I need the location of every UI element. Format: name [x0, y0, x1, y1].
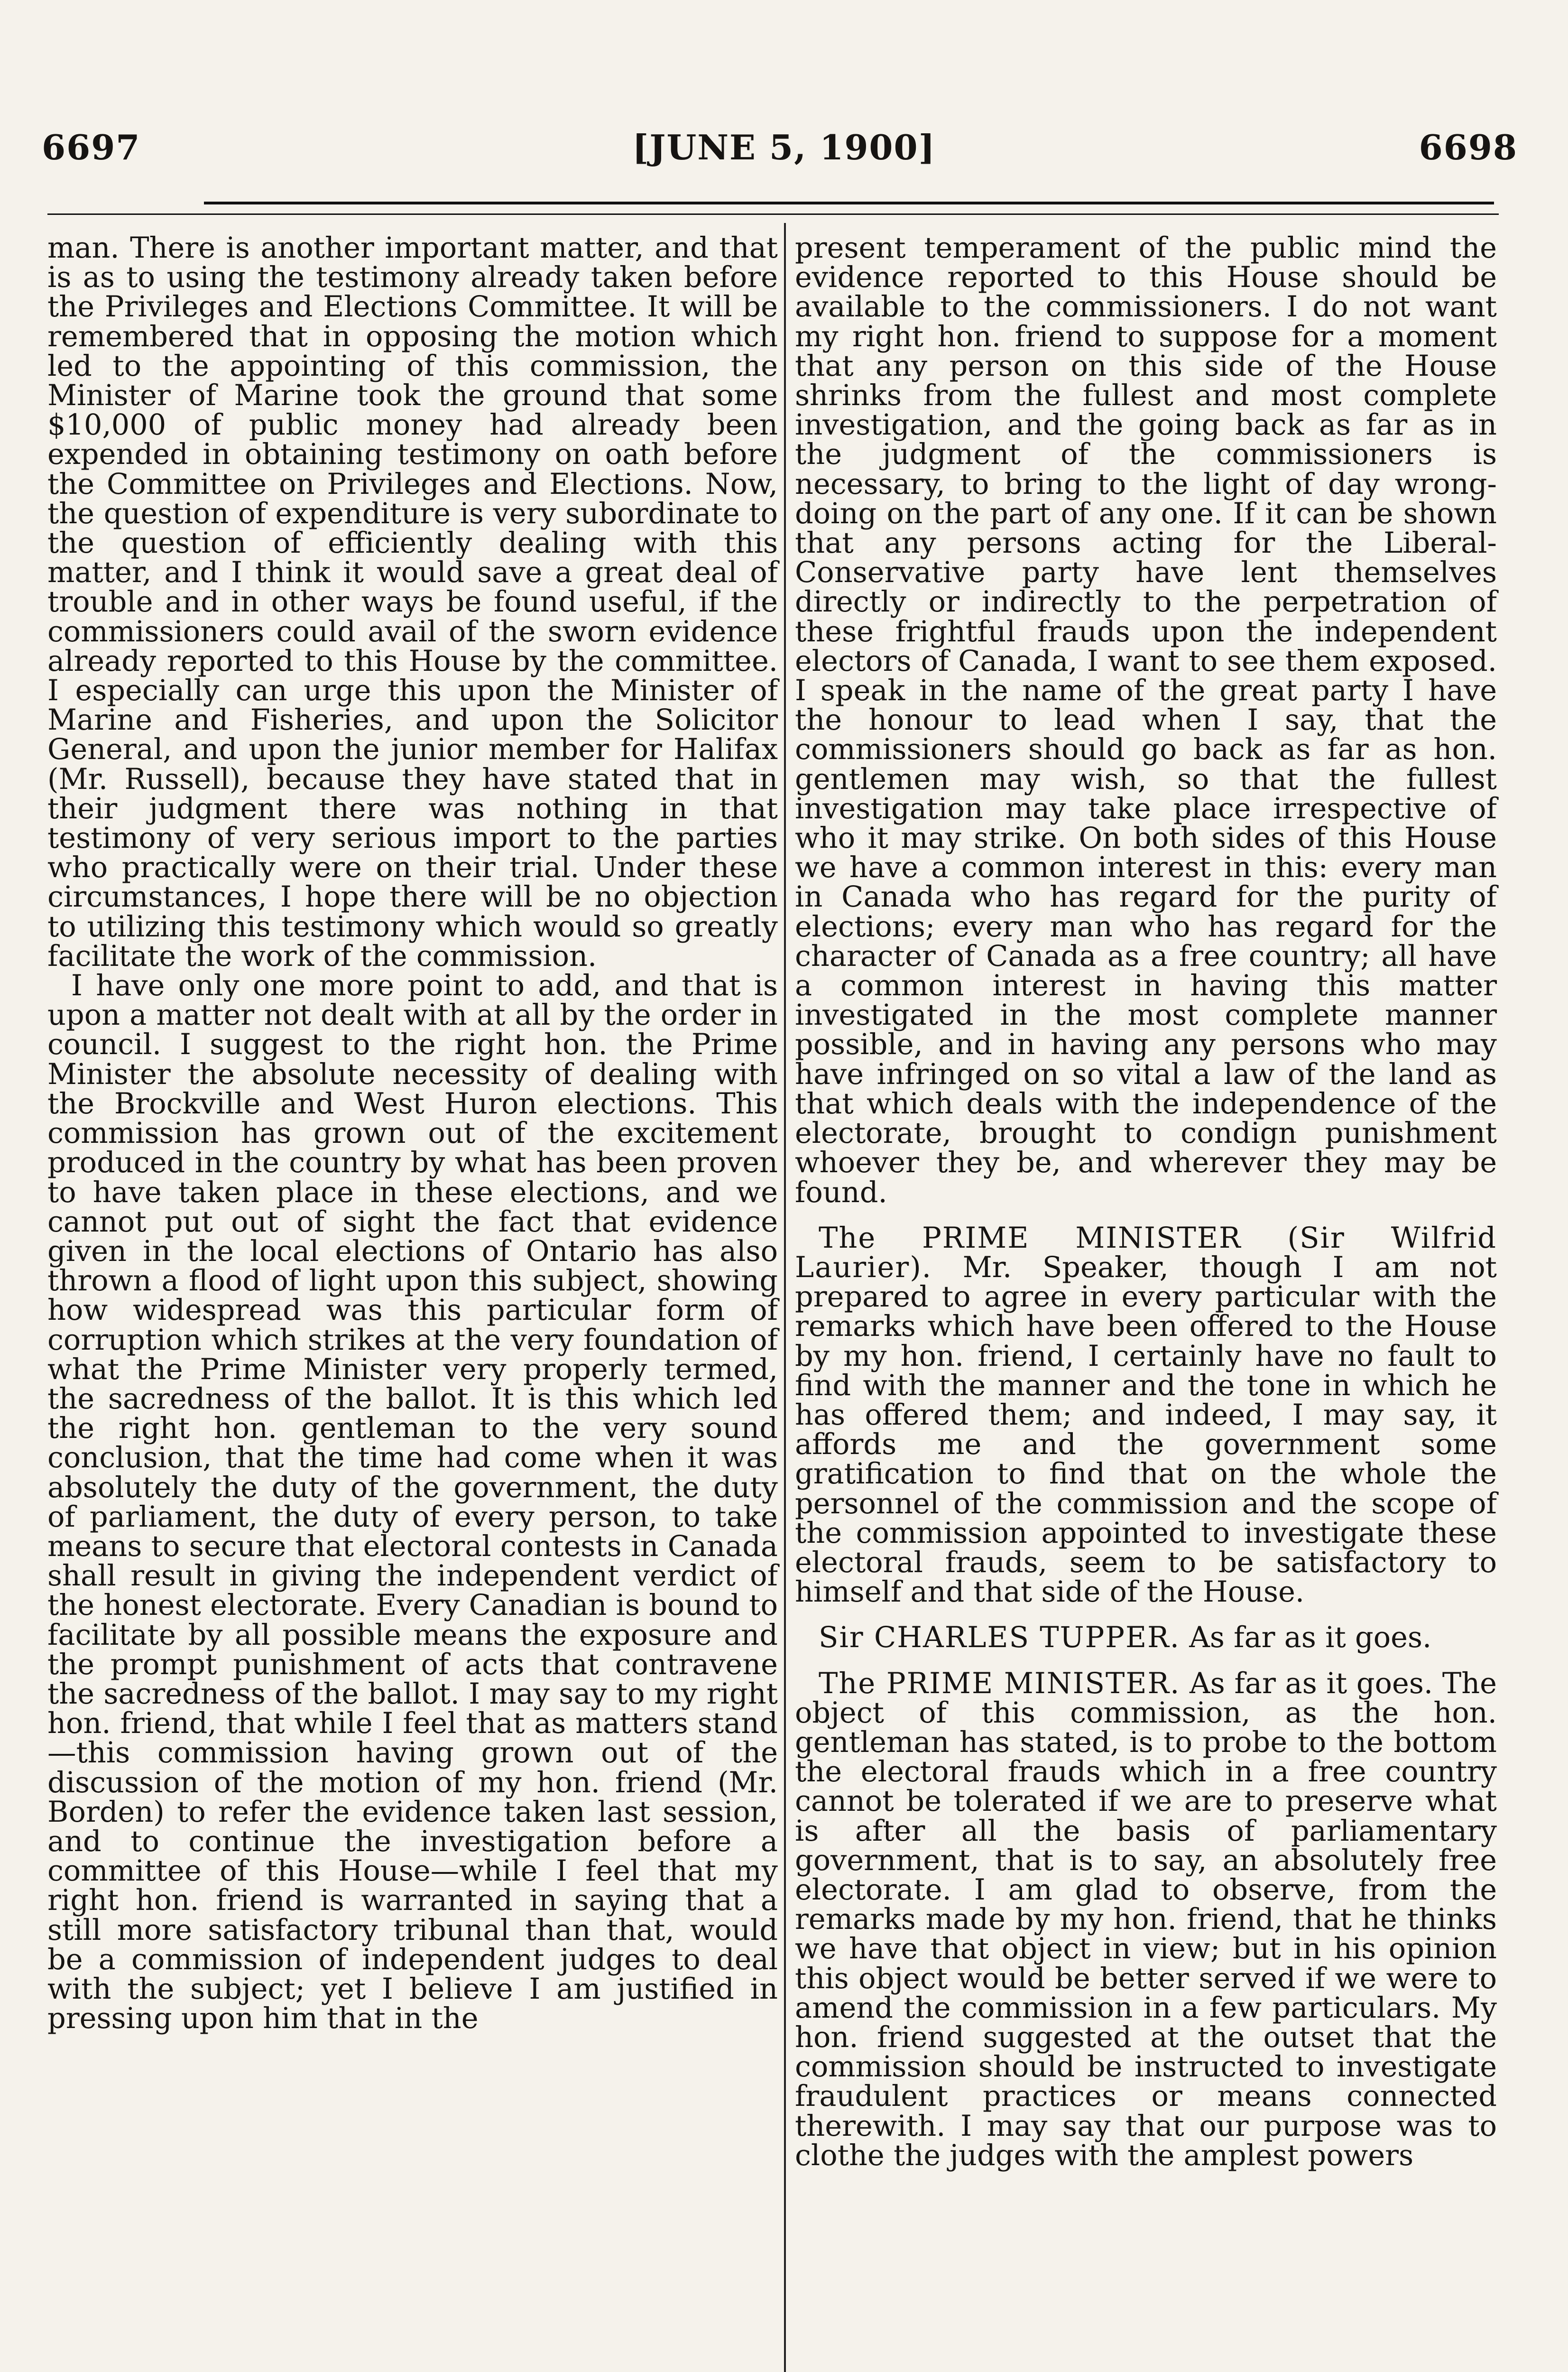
left-column	[47, 232, 778, 2036]
left-paragraph-1: man. There is another important matter, and that is as to using the testimony already taken before the Privileges and Elections Committee. It will be remembered that in opposing the motion which led to the appointing of this commission, the Minister of Marine took the ground that some $10,000 of public money had already been expended in obtaining testimony on oath before the Committee on Privileges and Elections. Now, the question of expenditure is very subordinate to the question of efficiently dealing with this matter, and I think it would save a great deal of trouble and in other ways be found useful, if the commissioners could avail of the sworn evidence already reported to this House by the committee. I especially can urge this upon the Minister of Marine and Fisheries, and upon the Solicitor General, and upon the junior member for Halifax (Mr. Russell), because they have stated that in their judgment there was nothing in that testimony of very serious import to the parties who practically were on their trial. Under these circumstances, I hope there will be no objection to utilizing this testimony which would so greatly facilitate the work of the commission.	[47, 232, 778, 973]
speaker-charles-tupper: Sir CHARLES TUPPER.	[819, 1621, 1180, 1655]
header-rule-thick	[204, 202, 1494, 204]
right-paragraph-1: present temperament of the public mind the evidence reported to this House should be available to the commissioners. I do not want my right hon. friend to suppose for a moment that any person on this side of the House shrinks from the fullest and most complete investigation, and the going back as far as in the judgment of the commissioners is necessary, to bring to the light of day wrong-doing on the part of any one. If it can be shown that any persons acting for the Liberal-Conservative party have lent themselves directly or indirectly to the perpetration of these frightful frauds upon the independent electors of Canada, I want to see them exposed. I speak in the name of the great party I have the honour to lead when I say, that the commissioners should go back as far as hon. gentlemen may wish, so that the fullest investigation may take place irrespective of who it may strike. On both sides of this House we have a common interest in this: every man in Canada who has regard for the purity of elections; every man who has regard for the character of Canada as a free country; all have a common interest in having this matter investigated in the most complete manner possible, and in having any persons who may have infringed on so vital a law of the land as that which deals with the independence of the electorate, brought to condign punishment whoever they be, and wherever they may be found.	[795, 232, 1497, 1209]
speech-text-1: Mr. Speaker, though I am not prepared to agree in every particular with the remarks which have been offered to the House by my hon. friend, I certainly have no fault to find with the manner and the tone in which he has offered them; and indeed, I may say, it affords me and the government some gratification to find that on the whole the personnel of the commission and the scope of the commission appointed to investigate these electoral frauds, seem to be satisfactory to himself and that side of the House.	[795, 1251, 1497, 1609]
speaker-prime-minister-laurier: The PRIME MINISTER (Sir Wilfrid Laurier).	[795, 1221, 1497, 1284]
speech-text-3: As far as it goes. The object of this commission, as the hon. gentleman has stated, is to probe to the bottom the electoral frauds which in a free country cannot be tolerated if we are to preserve what is after all the basis of parliamentary government, that is to say, an absolutely free electorate. I am glad to observe, from the remarks made by my hon. friend, that he thinks we have that object in view; but in his opinion this object would be better served if we were to amend the commission in a few particulars. My hon. friend suggested at the outset that the commission should be instructed to investigate fraudulent practices or means connected therewith. I may say that our purpose was to clothe the judges with the amplest powers	[795, 1667, 1497, 2172]
page-header	[0, 127, 1568, 179]
speech-tupper	[795, 1621, 1497, 1655]
speech-prime-minister-2	[795, 1669, 1497, 2170]
page-number-right: 6698	[1419, 127, 1518, 167]
speech-prime-minister-1	[795, 1223, 1497, 1607]
left-paragraph-2: I have only one more point to add, and that is upon a matter not dealt with at all by the order in council. I suggest to the right hon. the Prime Minister the absolute necessity of dealing with the Brockville and West Huron elections. This commission has grown out of the excitement produced in the country by what has been proven to have taken place in these elections, and we cannot put out of sight the fact that evidence given in the local elections of Ontario has also thrown a flood of light upon this subject, showing how widespread was this particular form of corruption which strikes at the very foundation of what the Prime Minister very properly termed, the sacredness of the ballot. It is this which led the right hon. gentleman to the very sound conclusion, that the time had come when it was absolutely the duty of the government, the duty of parliament, the duty of every person, to take means to secure that electoral contests in Canada shall result in giving the independent verdict of the honest electorate. Every Canadian is bound to facilitate by all possible means the exposure and the prompt punishment of acts that contravene the sacredness of the ballot. I may say to my right hon. friend, that while I feel that as matters stand—this commission having grown out of the discussion of the motion of my hon. friend (Mr. Borden) to refer the evidence taken last session, and to continue the investigation before a committee of this House—while I feel that my right hon. friend is warranted in saying that a still more satisfactory tribunal than that, would be a commission of independent judges to deal with the subject; yet I believe I am justified in pressing upon him that in the	[47, 969, 778, 2036]
right-column	[795, 233, 1497, 2170]
column-divider	[784, 223, 786, 2372]
speech-text-2: As far as it goes.	[1189, 1621, 1432, 1655]
header-rule-thin	[47, 213, 1499, 215]
speaker-prime-minister: The PRIME MINISTER.	[819, 1667, 1181, 1700]
header-date: [JUNE 5, 1900]	[632, 127, 936, 167]
page-number-left: 6697	[42, 127, 141, 167]
